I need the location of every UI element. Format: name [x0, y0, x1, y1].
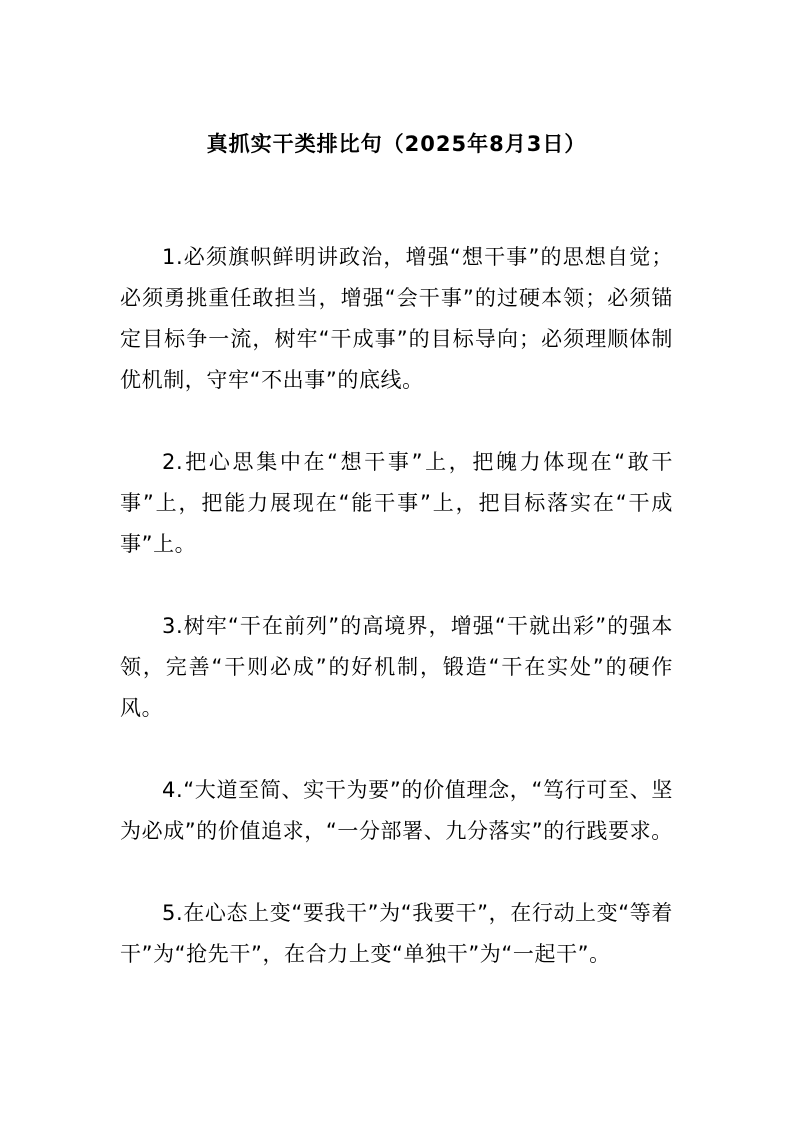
paragraph-2: 2.把心思集中在“想干事”上，把魄力体现在“敢干事”上，把能力展现在“能干事”上，把目标落实在“干成事”上。	[120, 450, 673, 556]
paragraph-4: 4.“大道至简、实干为要”的价值理念，“笃行可至、坚为必成”的价值追求，“一分部署、九分落实”的行践要求。	[120, 778, 673, 843]
paragraph-5: 5.在心态上变“要我干”为“我要干”，在行动上变“等着干”为“抢先干”，在合力上变“单独干”为“一起干”。	[120, 901, 673, 966]
document-title: 真抓实干类排比句（2025年8月3日）	[206, 132, 587, 156]
paragraph-1: 1.必须旗帜鲜明讲政治，增强“想干事”的思想自觉；必须勇挑重任敢担当，增强“会干事”的过硬本领；必须锚定目标争一流，树牢“干成事”的目标导向；必须理顺体制优机制，守牢“不出事”的底线。	[120, 245, 673, 392]
paragraph-3: 3.树牢“干在前列”的高境界，增强“干就出彩”的强本领，完善“干则必成”的好机制，锻造“干在实处”的硬作风。	[120, 614, 673, 720]
